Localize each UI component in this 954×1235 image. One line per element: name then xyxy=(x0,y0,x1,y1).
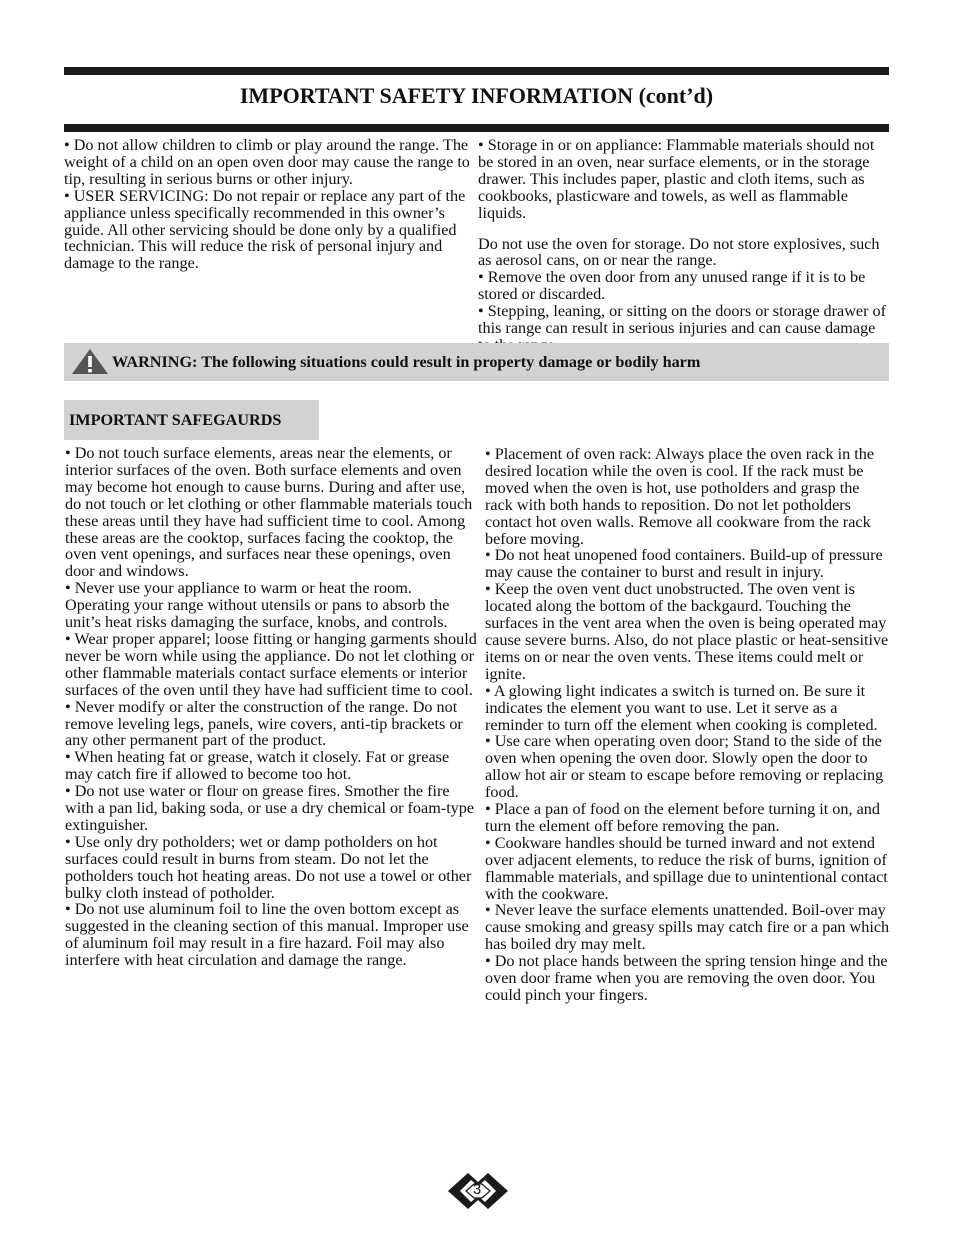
safeguards-heading: IMPORTANT SAFEGAURDS xyxy=(69,410,282,429)
warning-triangle-icon xyxy=(70,348,110,376)
top-rule xyxy=(64,67,889,75)
safeguards-right-column xyxy=(485,446,891,1004)
intro-right-column xyxy=(478,137,890,354)
safeguard-item: • Place a pan of food on the element before turning it on, and turn the element off before removing the pan. xyxy=(485,800,880,835)
safeguard-item: • When heating fat or grease, watch it closely. Fat or grease may catch fire if allowed to become too hot. xyxy=(65,748,450,784)
safeguards-heading-box xyxy=(64,400,319,440)
intro-right-paragraph: • Remove the oven door from any unused range if it is to be stored or discarded. xyxy=(478,268,866,304)
safeguard-item: • Use care when operating oven door; Stand to the side of the oven when opening the oven door. Slowly open the door to allow hot air or steam to escape before removing or replacing food. xyxy=(485,732,884,802)
intro-right-paragraph: • Storage in or on appliance: Flammable materials should not be stored in an oven, near surface elements, or in the storage drawer. This includes paper, plastic and cloth items, such as cookbooks, plasticware and towels, as well as flammable liquids. xyxy=(478,136,875,222)
safeguards-left-column xyxy=(65,445,477,969)
safeguard-item: • Never leave the surface elements unattended. Boil-over may cause smoking and greasy spills may catch fire or a pan which has boiled dry may melt. xyxy=(485,901,890,954)
page-title: IMPORTANT SAFETY INFORMATION (cont’d) xyxy=(239,83,714,108)
safeguard-item: • A glowing light indicates a switch is turned on. Be sure it indicates the element you want to use. Let it serve as a reminder to turn off the element when cooking is completed. xyxy=(485,681,878,734)
intro-left-column xyxy=(64,137,472,272)
safeguard-item: • Never use your appliance to warm or heat the room. Operating your range without utensils or pans to absorb the unit’s heat risks damaging the surface, knobs, and controls. xyxy=(65,579,450,632)
intro-right-paragraph: • Stepping, leaning, or sitting on the doors or storage drawer of this range can result in serious injuries and can cause damage xyxy=(478,302,887,338)
safeguard-item: • Placement of oven rack: Always place the oven rack in the desired location while the oven is cool. If the rack must be moved when the oven is hot, use potholders and grasp the rack with both hands to reposition. Do not let potholders contact hot oven walls. Remove all cookware from the rack before moving. xyxy=(485,445,875,548)
intro-left-paragraph: • Do not allow children to climb or play around the range. The weight of a child on an open oven door may cause the range to tip, resulting in serious burns or other injury. xyxy=(64,136,470,188)
safeguard-item: • Do not place hands between the spring tension hinge and the oven door frame when you are removing the oven door. You could pinch your fingers. xyxy=(485,952,888,1004)
page-number: 3 xyxy=(472,1181,482,1198)
paragraph-gap xyxy=(478,222,890,236)
warning-text: WARNING: The following situations could result in property damage or bodily harm xyxy=(112,352,701,371)
safeguard-item: • Never modify or alter the construction of the range. Do not remove leveling legs, panels, wire covers, anti-tip brackets or any other permanent part of the product. xyxy=(65,697,463,750)
safeguard-item: • Do not heat unopened food containers. Build-up of pressure may cause the container to burst and result in injury. xyxy=(485,546,883,582)
safeguard-item: • Do not use aluminum foil to line the oven bottom except as suggested in the cleaning section of this manual. Improper use of aluminum foil may result in a fire hazard. Foil may also interfere with heat circulation and damage the range. xyxy=(65,900,469,970)
safeguard-item: • Do not use water or flour on grease fires. Smother the fire with a pan lid, baking soda, or use a dry chemical or foam-type extinguisher. xyxy=(65,782,475,834)
intro-left-paragraph: • USER SERVICING: Do not repair or replace any part of the appliance unless specifically recommended in this owner’s guide. All other servicing should be done only by a qualified technician. This will reduce the risk of personal injury and damage to the range. xyxy=(64,186,466,273)
safeguard-item: • Use only dry potholders; wet or damp potholders on hot surfaces could result in burns from steam. Do not let the potholders touch hot heating areas. Do not use a towel or other bulky cloth instead of potholder. xyxy=(65,832,472,902)
safeguard-item: • Keep the oven vent duct unobstructed. The oven vent is located along the bottom of the backgaurd. Touching the surfaces in the vent area when the oven is being operated may cause severe burns. Also, do not place plastic or heat-sensitive items on or near the oven vents. These items could melt or ignite. xyxy=(485,580,889,683)
safeguard-item: • Do not touch surface elements, areas near the elements, or interior surfaces of the oven. Both surface elements and oven may become hot enough to cause burns. During and after use, do not touch or let clothing or other flammable materials touch these areas until they have had sufficient time to cool. Among these areas are the cooktop, surfaces facing the cooktop, the oven vent openings, and surfaces near these openings, oven door and windows. xyxy=(65,444,473,581)
safeguard-item: • Wear proper apparel; loose fitting or hanging garments should never be worn while using the appliance. Do not let clothing or other flammable materials contact surface elements or interior surfaces of the oven until they have had sufficient time to cool. xyxy=(65,629,477,699)
safeguard-item: • Cookware handles should be turned inward and not extend over adjacent elements, to reduce the risk of burns, ignition of flammable materials, and spillage due to unintentional contact with the cookware. xyxy=(485,833,888,903)
title-rule xyxy=(64,124,889,132)
warning-banner xyxy=(64,343,889,381)
intro-right-paragraph: Do not use the oven for storage. Do not store explosives, such as aerosol cans, on or near the range. xyxy=(478,234,880,270)
